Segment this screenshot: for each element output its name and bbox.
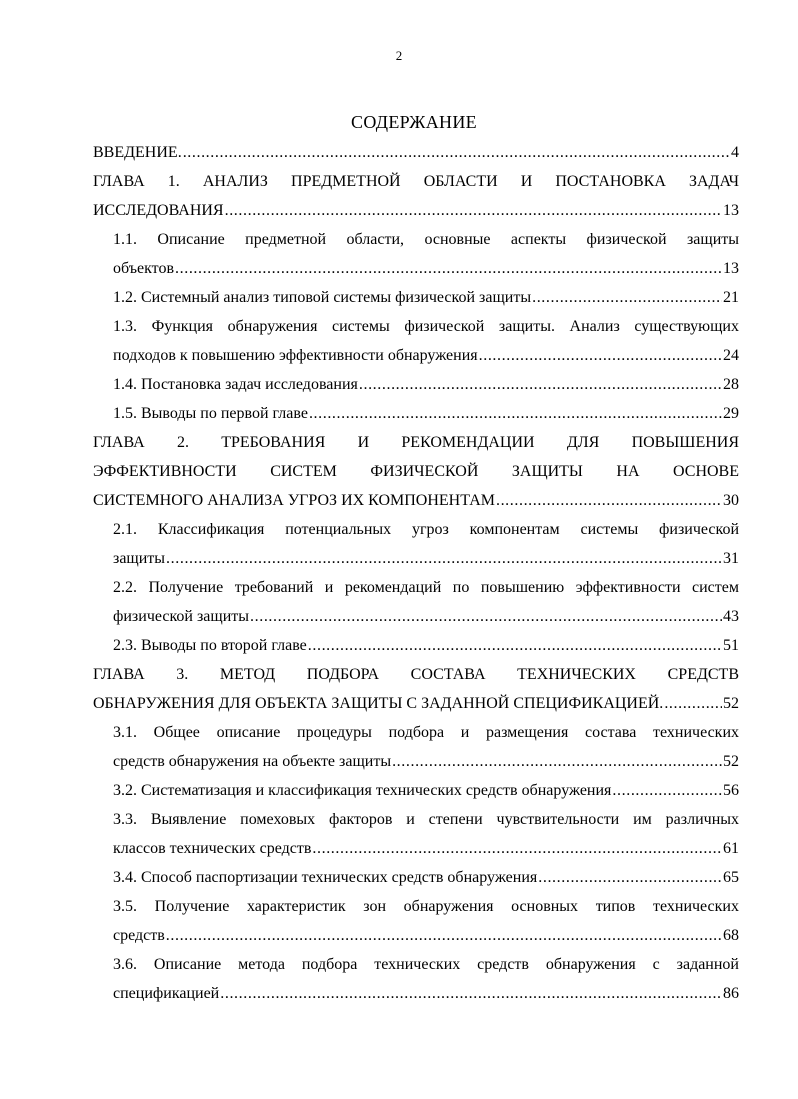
toc-entry-page: 4 <box>731 144 739 161</box>
toc-entry-page: 24 <box>723 347 739 364</box>
toc-entry-page: 68 <box>723 927 739 944</box>
toc-entry-last-line <box>93 138 739 167</box>
toc-entry-page: 52 <box>723 695 739 712</box>
toc-entry-title: классов технических средств <box>113 840 312 857</box>
dot-leader <box>166 921 722 950</box>
dot-leader <box>479 341 722 370</box>
toc-entry-page: 61 <box>723 840 739 857</box>
dot-leader <box>225 196 722 225</box>
dot-leader <box>250 602 722 631</box>
toc-entry-last-line <box>113 602 739 631</box>
toc-entry[interactable] <box>93 283 739 312</box>
toc-entry-title: 2.3. Выводы по второй главе <box>113 637 307 654</box>
toc-entry-page: 31 <box>723 550 739 567</box>
table-of-contents <box>93 138 739 1008</box>
toc-entry-last-line <box>113 399 739 428</box>
toc-entry-last-line <box>113 370 739 399</box>
toc-entry-last-line <box>113 747 739 776</box>
dot-leader <box>220 979 722 1008</box>
toc-entry-title: 1.5. Выводы по первой главе <box>113 405 308 422</box>
toc-entry-line: 3.1. Общее описание процедуры подбора и размещения состава технических <box>113 724 739 741</box>
toc-entry[interactable] <box>93 399 739 428</box>
toc-entry-title: подходов к повышению эффективности обнаружения <box>113 347 478 364</box>
toc-entry-title: 3.2. Систематизация и классификация технических средств обнаружения <box>113 782 612 799</box>
dot-leader <box>532 283 722 312</box>
toc-entry-title: ВВЕДЕНИЕ. <box>93 144 182 161</box>
toc-entry-line: 3.6. Описание метода подбора технических средств обнаружения с заданной <box>113 956 739 973</box>
toc-entry-page: 28 <box>723 376 739 393</box>
dot-leader <box>166 544 722 573</box>
dot-leader <box>392 747 722 776</box>
toc-entry-line: ГЛАВА 1. АНАЛИЗ ПРЕДМЕТНОЙ ОБЛАСТИ И ПОСТАНОВКА ЗАДАЧ <box>93 173 739 190</box>
toc-entry[interactable] <box>93 718 739 776</box>
dot-leader <box>312 834 722 863</box>
toc-entry[interactable] <box>93 863 739 892</box>
toc-entry-title: ИССЛЕДОВАНИЯ <box>93 202 224 219</box>
toc-entry[interactable] <box>93 660 739 718</box>
toc-entry[interactable] <box>93 428 739 515</box>
toc-entry-page: 13 <box>723 260 739 277</box>
toc-entry[interactable] <box>93 167 739 225</box>
toc-entry-last-line <box>93 689 739 718</box>
dot-leader <box>612 776 722 805</box>
toc-entry-line: 2.2. Получение требований и рекомендаций по повышению эффективности систем <box>113 579 739 596</box>
toc-entry-last-line <box>93 196 739 225</box>
toc-entry-last-line <box>113 341 739 370</box>
toc-entry-page: 51 <box>723 637 739 654</box>
toc-entry-page: 21 <box>723 289 739 306</box>
toc-entry-title: физической защиты <box>113 608 250 625</box>
toc-entry-page: 13 <box>723 202 739 219</box>
toc-entry[interactable] <box>93 805 739 863</box>
toc-entry[interactable] <box>93 573 739 631</box>
toc-title: СОДЕРЖАНИЕ <box>351 112 477 132</box>
toc-entry-title: спецификацией <box>113 985 220 1002</box>
toc-entry[interactable] <box>93 776 739 805</box>
toc-entry-title: 3.4. Способ паспортизации технических средств обнаружения <box>113 869 538 886</box>
dot-leader <box>664 689 722 718</box>
toc-entry-page: 30 <box>723 492 739 509</box>
toc-entry[interactable] <box>93 138 739 167</box>
toc-entry-line: ЭФФЕКТИВНОСТИ СИСТЕМ ФИЗИЧЕСКОЙ ЗАЩИТЫ НА ОСНОВЕ <box>93 463 739 480</box>
toc-entry[interactable] <box>93 892 739 950</box>
toc-entry-last-line <box>113 631 739 660</box>
toc-entry-last-line <box>113 544 739 573</box>
dot-leader <box>496 486 722 515</box>
dot-leader <box>359 370 722 399</box>
toc-entry[interactable] <box>93 312 739 370</box>
toc-entry-title: объектов <box>113 260 175 277</box>
dot-leader <box>309 399 722 428</box>
dot-leader <box>183 138 730 167</box>
toc-entry-line: ГЛАВА 2. ТРЕБОВАНИЯ И РЕКОМЕНДАЦИИ ДЛЯ ПОВЫШЕНИЯ <box>93 434 739 451</box>
toc-entry-last-line <box>113 979 739 1008</box>
toc-entry-line: 3.5. Получение характеристик зон обнаружения основных типов технических <box>113 898 739 915</box>
toc-entry[interactable] <box>93 370 739 399</box>
toc-entry-line: 3.3. Выявление помеховых факторов и степени чувствительности им различных <box>113 811 739 828</box>
toc-entry-page: 86 <box>723 985 739 1002</box>
toc-entry[interactable] <box>93 950 739 1008</box>
toc-entry-page: 43 <box>723 608 739 625</box>
toc-entry-title: средств обнаружения на объекте защиты <box>113 753 392 770</box>
toc-entry-page: 29 <box>723 405 739 422</box>
toc-entry-last-line <box>93 486 739 515</box>
toc-entry-title: защиты <box>113 550 166 567</box>
toc-entry-line: 2.1. Классификация потенциальных угроз компонентам системы физической <box>113 521 739 538</box>
toc-entry-last-line <box>113 254 739 283</box>
toc-entry-line: 1.1. Описание предметной области, основные аспекты физической защиты <box>113 231 739 248</box>
toc-entry-last-line <box>113 834 739 863</box>
toc-entry[interactable] <box>93 515 739 573</box>
dot-leader <box>308 631 722 660</box>
dot-leader <box>538 863 722 892</box>
toc-entry-page: 65 <box>723 869 739 886</box>
toc-entry[interactable] <box>93 225 739 283</box>
toc-entry-title: средств <box>113 927 165 944</box>
dot-leader <box>175 254 722 283</box>
toc-entry-line: 1.3. Функция обнаружения системы физической защиты. Анализ существующих <box>113 318 739 335</box>
toc-entry-page: 56 <box>723 782 739 799</box>
toc-entry-last-line <box>113 283 739 312</box>
toc-entry-title: СИСТЕМНОГО АНАЛИЗА УГРОЗ ИХ КОМПОНЕНТАМ <box>93 492 495 509</box>
page-number: 2 <box>395 48 403 63</box>
toc-entry-last-line <box>113 863 739 892</box>
toc-entry[interactable] <box>93 631 739 660</box>
toc-entry-last-line <box>113 921 739 950</box>
toc-entry-page: 52 <box>723 753 739 770</box>
toc-entry-last-line <box>113 776 739 805</box>
toc-entry-title: 1.2. Системный анализ типовой системы физической защиты <box>113 289 532 306</box>
toc-entry-title: ОБНАРУЖЕНИЯ ДЛЯ ОБЪЕКТА ЗАЩИТЫ С ЗАДАННОЙ СПЕЦИФИКАЦИЕЙ. <box>93 695 664 712</box>
toc-entry-title: 1.4. Постановка задач исследования <box>113 376 358 393</box>
toc-entry-line: ГЛАВА 3. МЕТОД ПОДБОРА СОСТАВА ТЕХНИЧЕСКИХ СРЕДСТВ <box>93 666 739 683</box>
